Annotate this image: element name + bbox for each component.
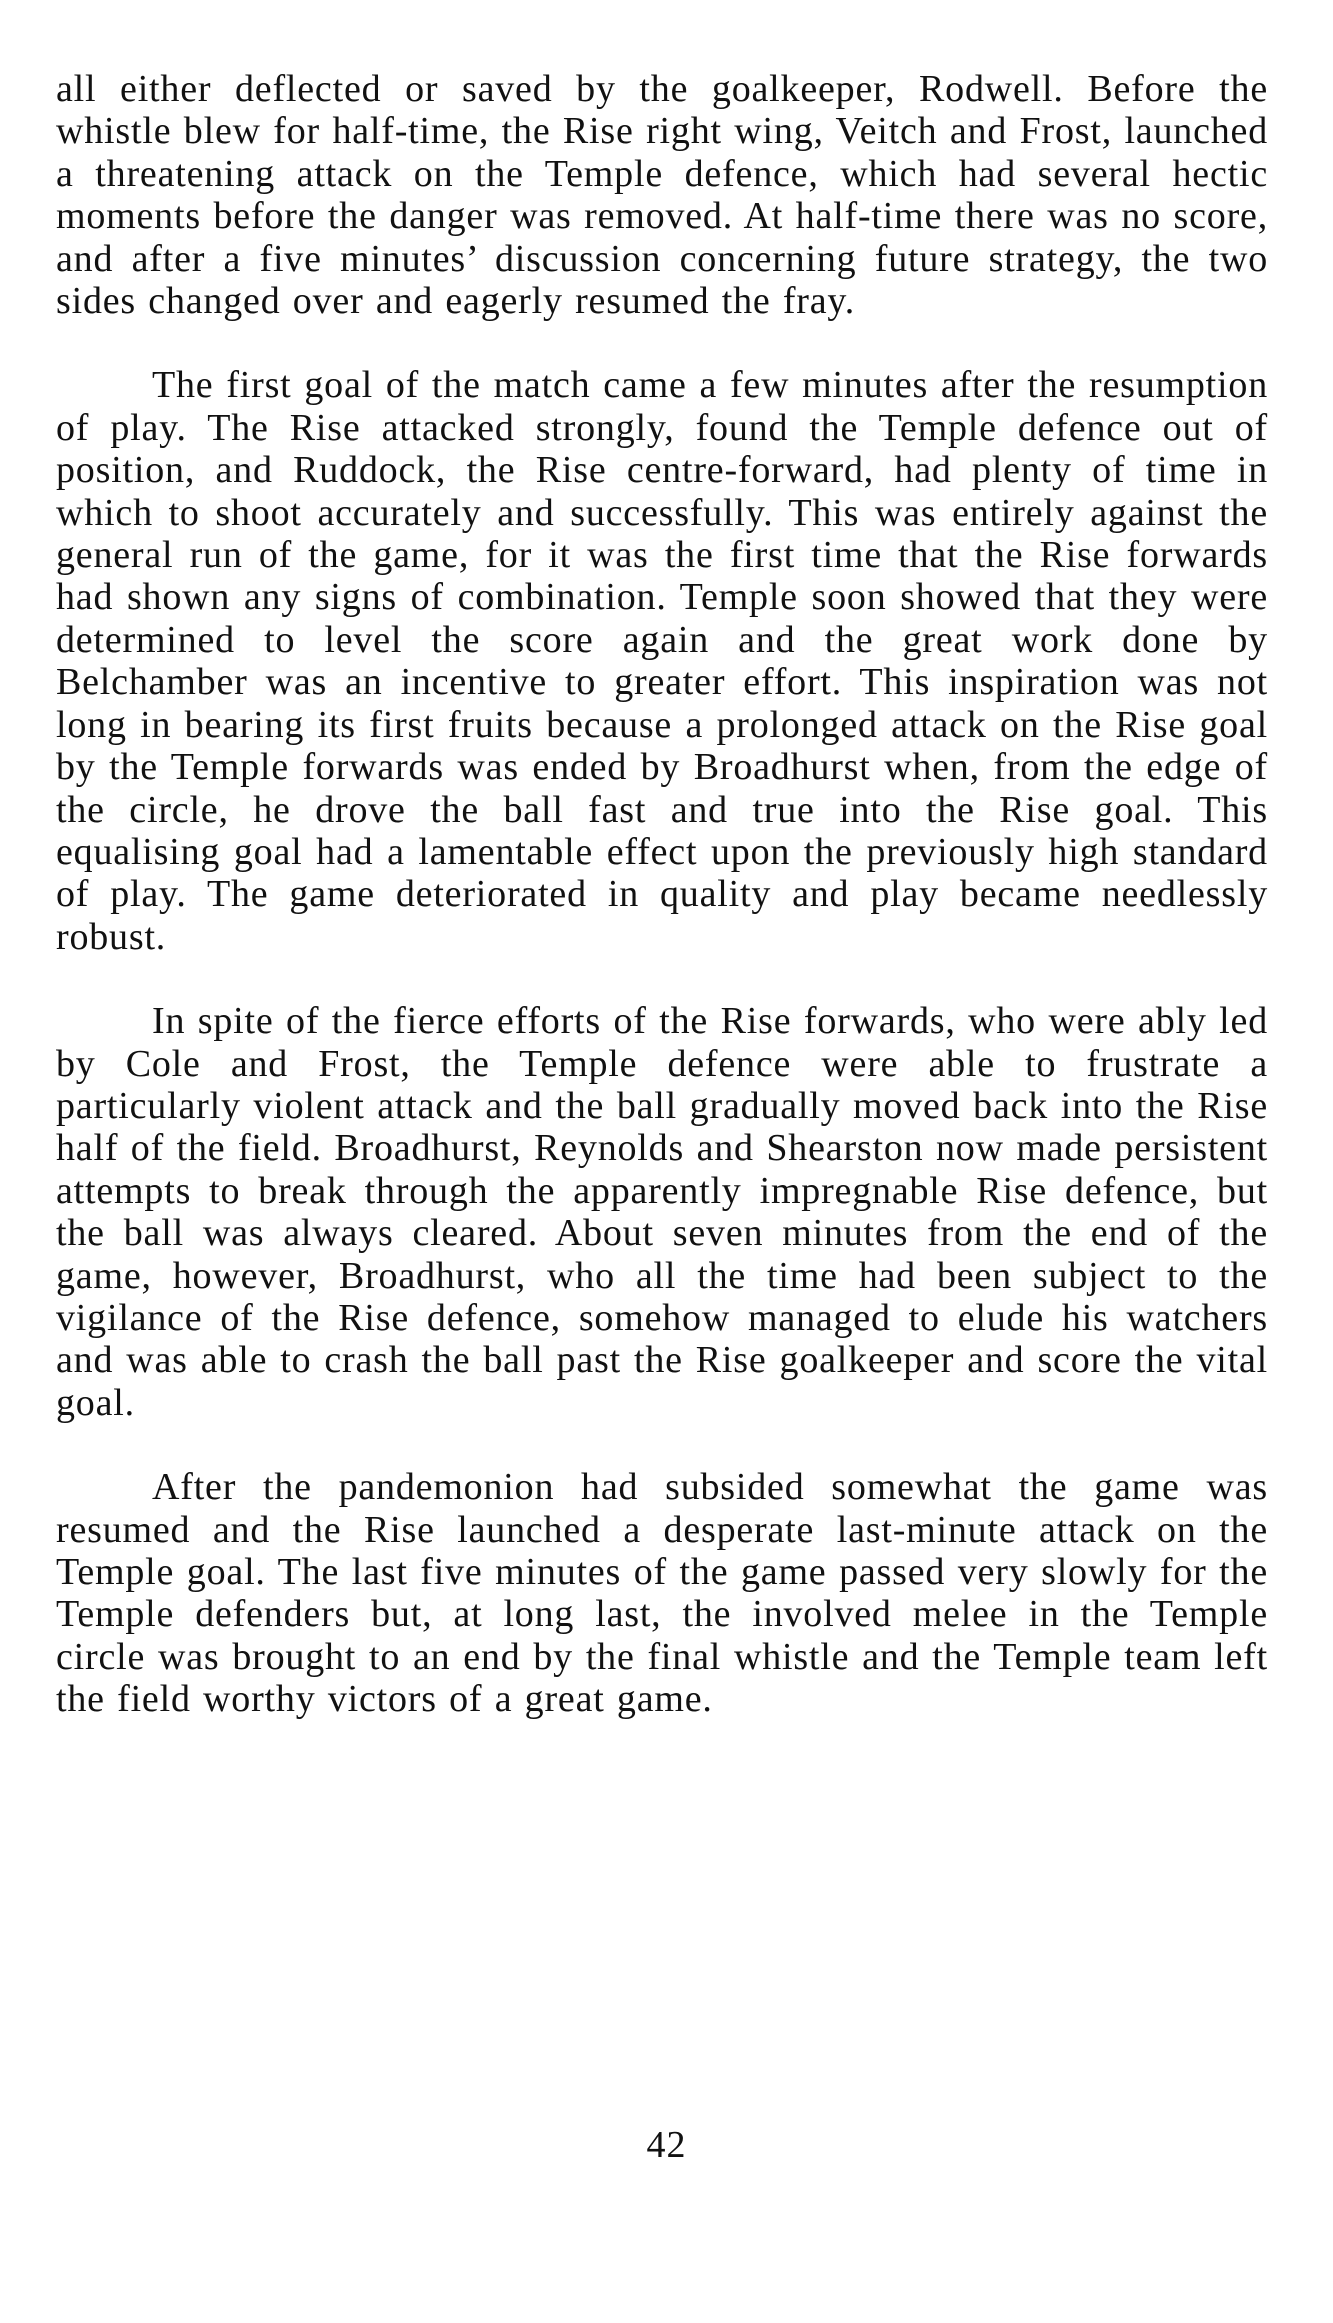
page-number: 42 <box>646 2124 687 2166</box>
paragraph-1: all either deflected or saved by the goalkeeper, Rodwell. Before the whistle blew for half-time, the Rise right wing, Veitch and Frost, launched a threatening attack on the Temple defence, which had several hectic moments before the danger was removed. At half-time there was no score, and after a five minutes’ discussion concerning future strategy, the two sides changed over and eagerly resumed the fray. <box>56 68 1268 323</box>
paragraph-3: In spite of the fierce efforts of the Rise forwards, who were ably led by Cole and Frost, the Temple defence were able to frustrate a particularly violent attack and the ball gradually moved back into the Rise half of the field. Broadhurst, Reynolds and Shearston now made persistent attempts to break through the apparently impregnable Rise defence, but the ball was always cleared. About seven minutes from the end of the game, however, Broadhurst, who all the time had been subject to the vigilance of the Rise defence, somehow managed to elude his watchers and was able to crash the ball past the Rise goalkeeper and score the vital goal. <box>56 1000 1268 1424</box>
paragraph-4: After the pandemonion had subsided somewhat the game was resumed and the Rise launched a desperate last-minute attack on the Temple goal. The last five minutes of the game passed very slowly for the Temple defenders but, at long last, the involved melee in the Temple circle was brought to an end by the final whistle and the Temple team left the field worthy victors of a great game. <box>56 1466 1268 1721</box>
paragraph-2: The first goal of the match came a few minutes after the resumption of play. The Rise attacked strongly, found the Temple defence out of position, and Ruddock, the Rise centre-forward, had plenty of time in which to shoot accurately and successfully. This was entirely against the general run of the game, for it was the first time that the Rise forwards had shown any signs of combination. Temple soon showed that they were determined to level the score again and the great work done by Belchamber was an incentive to greater effort. This inspiration was not long in bearing its first fruits because a prolonged attack on the Rise goal by the Temple forwards was ended by Broadhurst when, from the edge of the circle, he drove the ball fast and true into the Rise goal. This equalising goal had a lamentable effect upon the previously high standard of play. The game deteriorated in quality and play became needlessly robust. <box>56 364 1268 958</box>
page-body <box>56 68 1268 1721</box>
